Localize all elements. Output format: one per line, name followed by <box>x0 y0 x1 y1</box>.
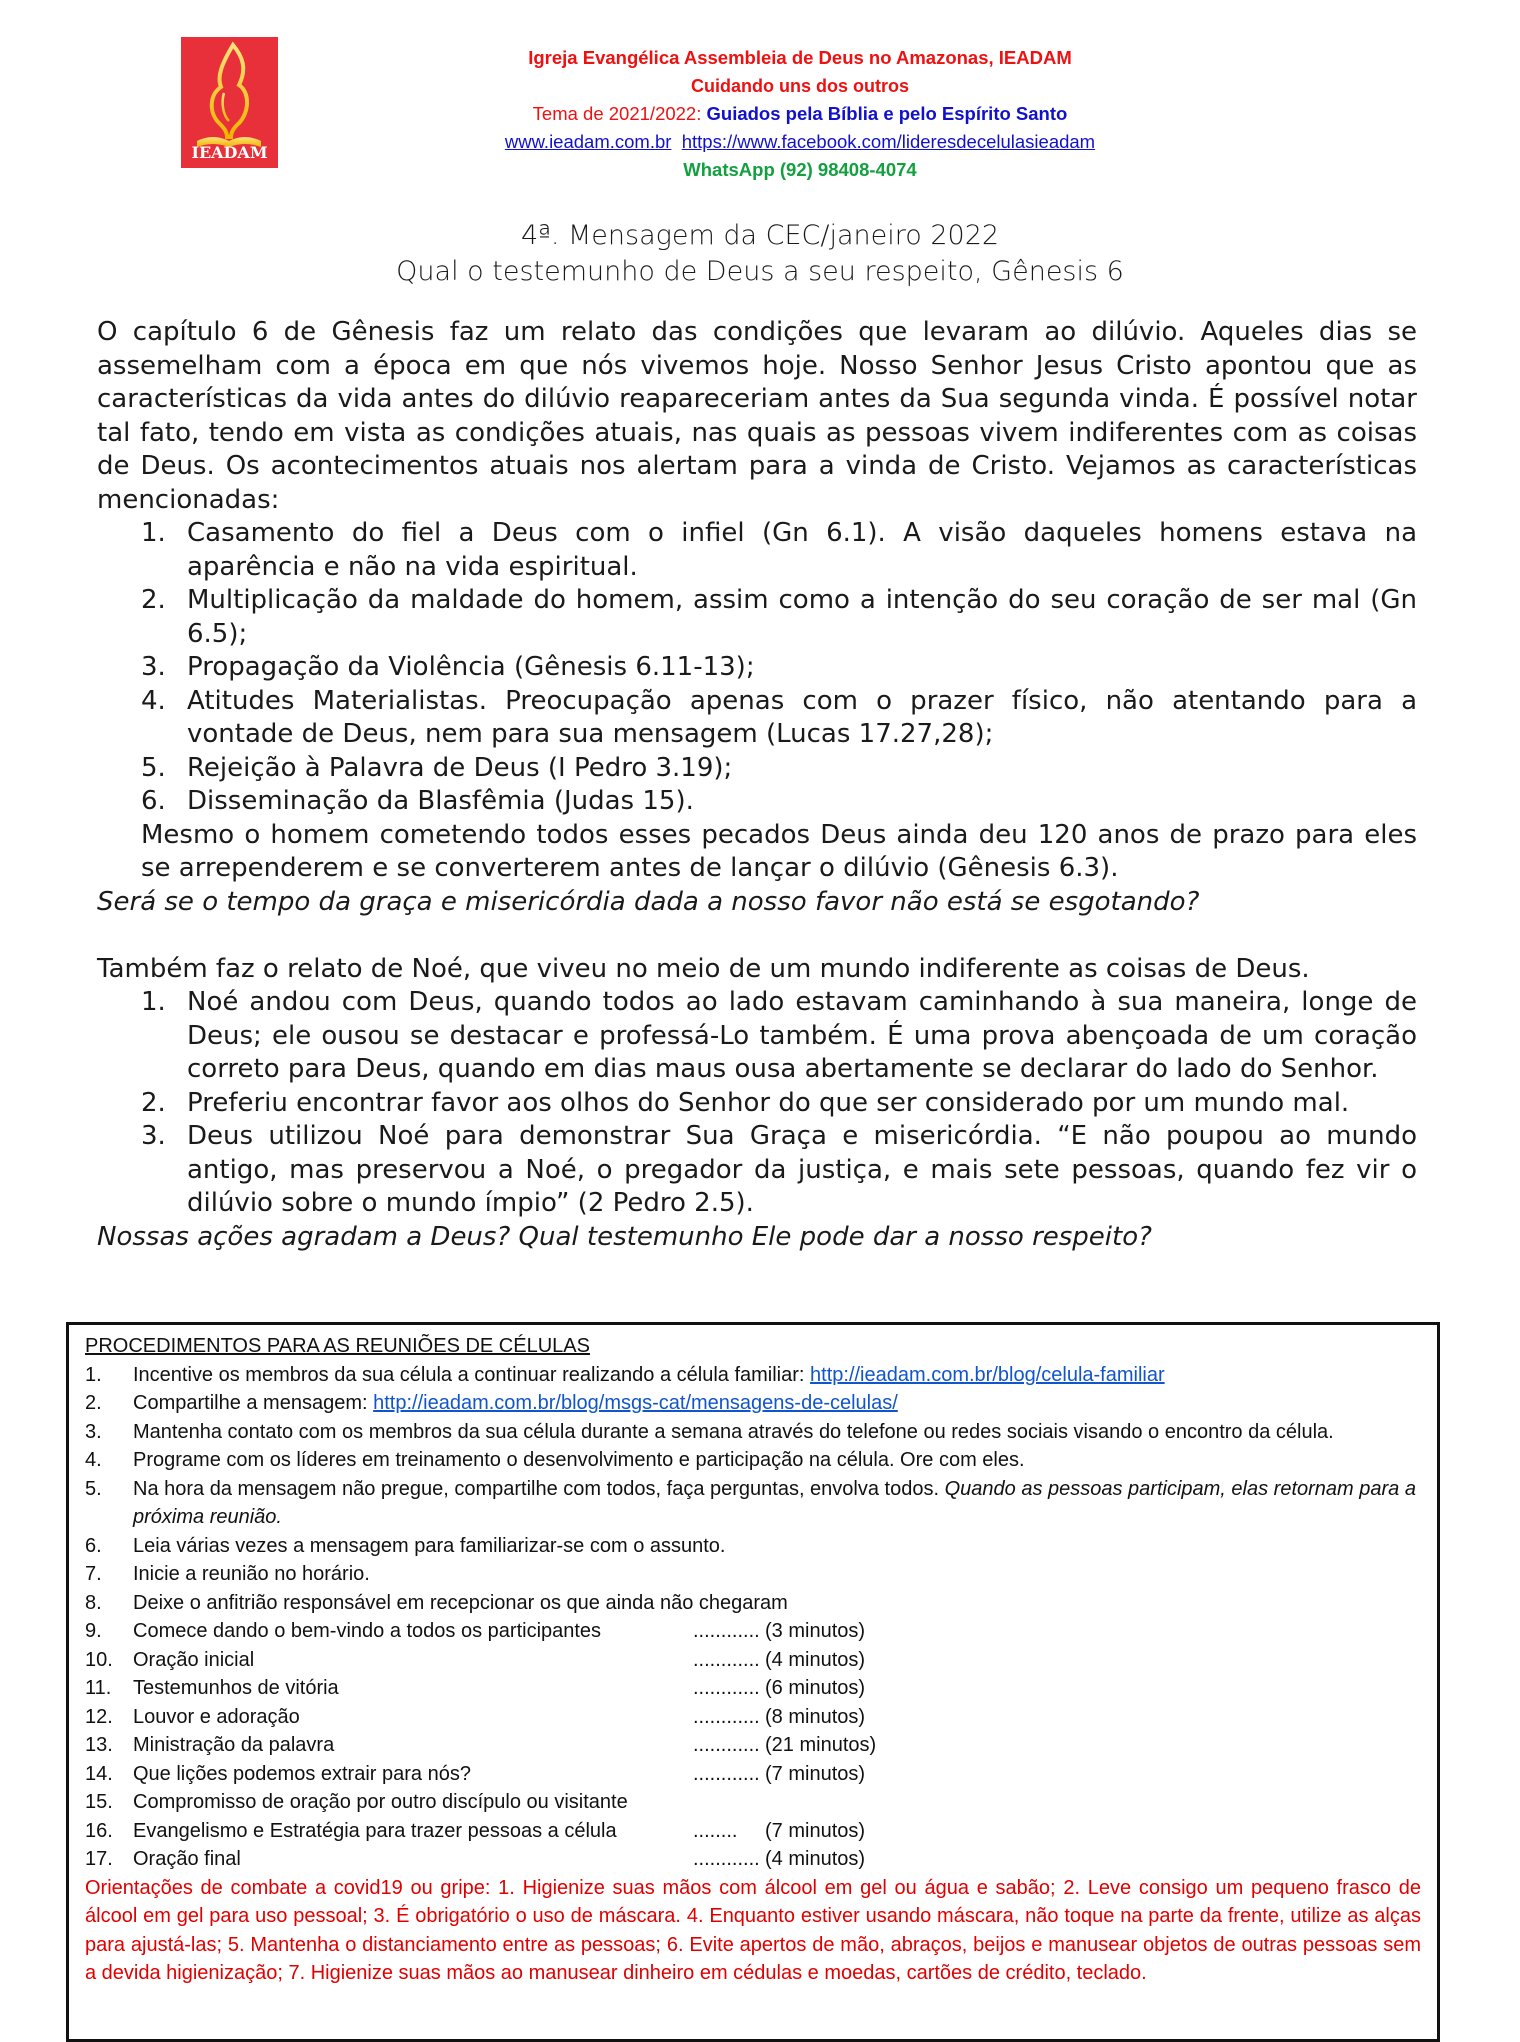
list-item: 1. Noé andou com Deus, quando todos ao lado estavam caminhando à sua maneira, longe de Deus; ele ousou se destacar e professá-Lo também. É uma prova abençoada de um coração correto para Deus, quando em dias maus ousa abertamente se declarar do lado do Senhor. <box>141 987 1417 1084</box>
list-item: 6. Disseminação da Blasfêmia (Judas 15). <box>141 786 694 816</box>
whatsapp-contact: WhatsApp (92) 98408-4074 <box>683 159 917 180</box>
list-item: 8. Deixe o anfitrião responsável em recepcionar os que ainda não chegaram <box>85 1591 788 1614</box>
list-item: 5. Na hora da mensagem não pregue, compartilhe com todos, faça perguntas, envolva todos. Quando as pessoas participam, elas retornam para a próxima reunião. <box>85 1477 1416 1528</box>
list-item: 1. Casamento do fiel a Deus com o infiel (Gn 6.1). A visão daqueles homens estava na aparência e não na vida espiritual. <box>141 518 1417 582</box>
motto: Cuidando uns dos outros <box>691 76 909 96</box>
list-item: 4. Programe com os líderes em treinamento o desenvolvimento e participação na célula. Ore com eles. <box>85 1449 1025 1471</box>
website-link[interactable]: www.ieadam.com.br <box>504 131 672 152</box>
list-item: 5. Rejeição à Palavra de Deus (I Pedro 3.19); <box>141 752 733 783</box>
mensagens-de-celulas-link[interactable]: http://ieadam.com.br/blog/msgs-cat/mensagens-de-celulas/ <box>373 1392 898 1414</box>
reflection-question-1: Será se o tempo da graça e misericórdia dada a nosso favor não está se esgotando? <box>97 886 1200 917</box>
schedule-row: 11. Testemunhos de vitória ............ (6 minutos) <box>85 1677 866 1699</box>
list-item: 3. Mantenha contato com os membros da sua célula durante a semana através do telefone ou redes sociais visando o encontro da célula. <box>85 1420 1334 1443</box>
church-header <box>300 44 1300 184</box>
message-subtitle: Qual o testemunho de Deus a seu respeito, Gênesis 6 <box>396 256 1124 287</box>
list-item: 3. Propagação da Violência (Gênesis 6.11-13); <box>141 652 755 682</box>
schedule-row: 15. Compromisso de oração por outro discípulo ou visitante <box>85 1791 628 1813</box>
list-item: 2. Compartilhe a mensagem: http://ieadam.com.br/blog/msgs-cat/mensagens-de-celulas/ <box>85 1392 898 1414</box>
ieadam-logo <box>181 37 278 168</box>
procedures-box <box>66 1322 1440 2042</box>
list-item: 7. Inicie a reunião no horário. <box>85 1563 370 1585</box>
theme-value: Guiados pela Bíblia e pelo Espírito Santo <box>706 103 1068 124</box>
facebook-link[interactable]: https://www.facebook.com/lideresdecelulasieadam <box>681 131 1096 152</box>
message-title-block <box>0 218 1520 290</box>
spacer <box>97 919 1417 953</box>
covid-guidelines: Orientações de combate a covid19 ou gripe: 1. Higienize suas mãos com álcool em gel ou água e sabão; 2. Leve consigo um pequeno frasco de álcool em gel para uso pessoal; 3. É obrigatório o uso de máscara. 4. Enquanto estiver usando máscara, não toque na parte da frente, utilize as alças para ajustá-las; 5. Mantenha o distanciamento entre as pessoas; 6. Evite apertos de mão, abraços, beijos e manusear objetos de outras pessoas sem a devida higienização; 7. Higienize suas mãos ao manusear dinheiro em cédulas e moedas, cartões de crédito, teclado. <box>85 1876 1421 1984</box>
list-item: 1. Incentive os membros da sua célula a continuar realizando a célula familiar: http://ieadam.com.br/blog/celula-familiar <box>85 1363 1165 1386</box>
noah-intro: Também faz o relato de Noé, que viveu no meio de um mundo indiferente as coisas de Deus. <box>97 953 1310 984</box>
schedule-row: 13. Ministração da palavra ............ (21 minutos) <box>85 1734 877 1756</box>
procedures-title: PROCEDIMENTOS PARA AS REUNIÕES DE CÉLULAS <box>85 1335 590 1357</box>
celula-familiar-link[interactable]: http://ieadam.com.br/blog/celula-familiar <box>810 1363 1165 1386</box>
intro-paragraph: O capítulo 6 de Gênesis faz um relato das condições que levaram ao dilúvio. Aqueles dias se assemelham com a época em que nós vivemos hoje. Nosso Senhor Jesus Cristo apontou que as características da vida antes do dilúvio reapareceriam antes da Sua segunda vinda. É possível notar tal fato, tendo em vista as condições atuais, nas quais as pessoas vivem indiferentes com as coisas de Deus. Os acontecimentos atuais nos alertam para a vinda de Cristo. Vejamos as características mencionadas: <box>97 317 1417 515</box>
organization-name: Igreja Evangélica Assembleia de Deus no Amazonas, IEADAM <box>528 47 1072 68</box>
characteristics-list <box>97 517 1417 819</box>
theme-label: Tema de 2021/2022: <box>532 103 707 124</box>
schedule-row: 12. Louvor e adoração ............ (8 minutos) <box>85 1705 866 1728</box>
procedures-list <box>85 1361 1421 1874</box>
message-body <box>97 316 1417 1254</box>
schedule-row: 16. Evangelismo e Estratégia para trazer pessoas a célula ........ (7 minutos) <box>85 1819 866 1842</box>
list-item: 2. Preferiu encontrar favor aos olhos do Senhor do que ser considerado por um mundo mal. <box>141 1087 1350 1118</box>
noah-points-list <box>97 986 1417 1221</box>
schedule-row: 10. Oração inicial ............ (4 minutos) <box>85 1648 866 1671</box>
list-item: 2. Multiplicação da maldade do homem, assim como a intenção do seu coração de ser mal (Gn 6.5); <box>141 585 1417 649</box>
schedule-row: 14. Que lições podemos extrair para nós? ............ (7 minutos) <box>85 1762 866 1785</box>
schedule-row: 9. Comece dando o bem-vindo a todos os participantes ............ (3 minutos) <box>85 1620 866 1642</box>
reflection-question-2: Nossas ações agradam a Deus? Qual testemunho Ele pode dar a nosso respeito? <box>97 1221 1152 1252</box>
links-line <box>300 128 1300 156</box>
list-item: 6. Leia várias vezes a mensagem para familiarizar-se com o assunto. <box>85 1534 726 1557</box>
theme-line <box>300 100 1300 128</box>
logo-label: IEADAM <box>191 143 268 162</box>
list-item: 4. Atitudes Materialistas. Preocupação apenas com o prazer físico, não atentando para a vontade de Deus, nem para sua mensagem (Lucas 17.27,28); <box>141 685 1417 749</box>
list-item: 3. Deus utilizou Noé para demonstrar Sua Graça e misericórdia. “E não poupou ao mundo antigo, mas preservou a Noé, o pregador da justiça, e mais sete pessoas, quando fez vir o dilúvio sobre o mundo ímpio” (2 Pedro 2.5). <box>141 1121 1417 1218</box>
message-title: 4ª. Mensagem da CEC/janeiro 2022 <box>520 220 1000 251</box>
schedule-row: 17. Oração final ............ (4 minutos) <box>85 1848 866 1870</box>
closing-paragraph: Mesmo o homem cometendo todos esses pecados Deus ainda deu 120 anos de prazo para eles se arrependerem e se converterem antes de lançar o dilúvio (Gênesis 6.3). <box>141 819 1417 883</box>
